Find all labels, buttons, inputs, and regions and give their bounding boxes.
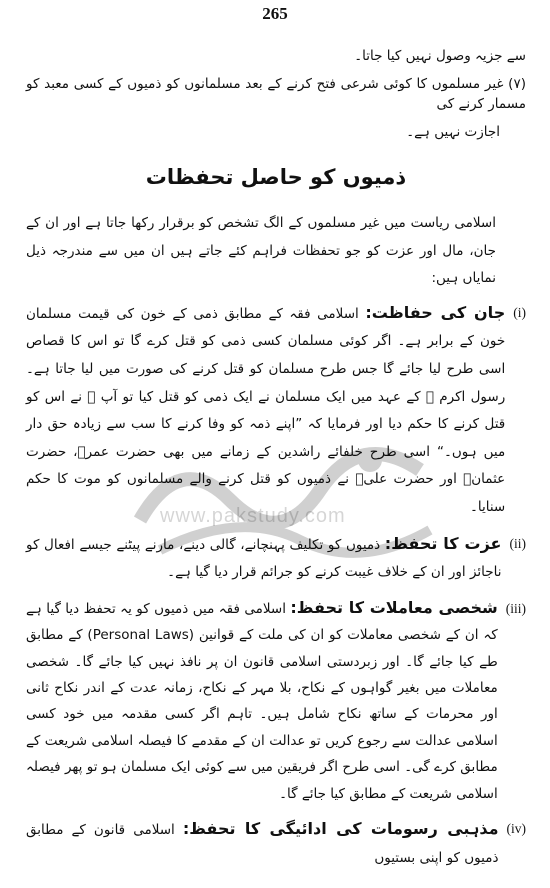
- page-body: [26, 34, 526, 872]
- item-title: جان کی حفاظت:: [365, 302, 506, 322]
- item-title: عزت کا تحفظ:: [384, 533, 502, 553]
- item-marker: (i): [513, 304, 526, 320]
- page-number: 265: [262, 4, 288, 23]
- section-heading: ذمیوں کو حاصل تحفظات: [145, 165, 407, 189]
- list-item: [26, 299, 526, 522]
- item-title: شخصی معاملات کا تحفظ:: [290, 597, 498, 617]
- item-marker: (iii): [505, 600, 526, 616]
- intro-paragraph: اسلامی ریاست میں غیر مسلموں کے الگ تشخص کو برقرار رکھا جاتا ہے اور ان کے جان، مال اور عزت کو جو تحفظات فراہم کئے جاتے ہیں ان میں سے مندرجہ ذیل نمایاں ہیں:: [26, 215, 496, 287]
- item-text: ذمیوں کو تکلیف پہنچانے، گالی دینے، مارنے پیٹنے جیسے افعال کو ناجائز اور ان کے خلاف غیبت کرنے کو جرائم قرار دیا گیا ہے۔: [26, 536, 502, 581]
- list-item: [26, 530, 526, 587]
- list-item: [26, 595, 526, 807]
- text-line: اجازت نہیں ہے۔: [406, 124, 500, 140]
- item-title: مذہبی رسومات کی ادائیگی کا تحفظ:: [182, 818, 499, 838]
- list-item: [26, 815, 526, 872]
- item-paragraph: [26, 595, 498, 807]
- watermark-text: www.pakstudy.com: [160, 505, 346, 527]
- item-paragraph: [26, 299, 505, 522]
- item-marker: (iv): [506, 820, 526, 836]
- item-paragraph: [26, 530, 501, 587]
- item-text: اسلامی قانون کے مطابق ذمیوں کو اپنی بستیوں: [26, 821, 499, 866]
- item-marker: (ii): [509, 535, 526, 551]
- item-text: اسلامی فقہ میں ذمیوں کو یہ تحفظ دیا گیا ہے کہ ان کے شخصی معاملات کو ان کی ملت کے قوانین (Personal Laws) کے مطابق طے کیا جائے گا۔ اور زبردستی اسلامی قانون ان پر نافذ نہیں کیا جائے گا۔ شخصی معاملات میں بغیر گواہوں کے نکاح، بلا مہر کے نکاح، زمانہ عدت کے اندر نکاح ثانی اور محرمات کے ساتھ نکاح شامل ہیں۔ تاہم اگر کسی مقدمہ میں خود کسی اسلامی عدالت سے رجوع کریں تو عدالت ان کے مقدمے کا فیصلہ اسلامی شریعت کے مطابق کرے گی۔ اسی طرح اگر فریقین میں سے کوئی ایک مسلمان ہو تو پھر فیصلہ اسلامی شریعت کے مطابق کیا جائے گا۔: [26, 600, 498, 802]
- item-paragraph: [26, 815, 498, 872]
- item-text: اسلامی فقہ کے مطابق ذمی کے خون کی قیمت مسلمان خون کے برابر ہے۔ اگر کوئی مسلمان کسی ذمی کو قتل کرے گا تو اس کا قصاص اسی طرح لیا جائے گا جس طرح مسلمان کو قتل کرنے کی صورت میں لیا جاتا ہے۔ رسول اکرم ﷺ کے عہد میں ایک مسلمان نے ایک ذمی کو قتل کیا تو آپ ﷺ نے اس کو قتل کرنے کا حکم دیا اور فرمایا کہ ”اپنے ذمہ کو وفا کرنے کا سب سے زیادہ حق دار میں ہوں۔“ اسی طرح خلفائے راشدین کے زمانے میں بھی حضرت عمرؓ، حضرت عثمانؓ اور حضرت علیؓ نے ذمیوں کو قتل کرنے والے مسلمانوں کو موت کا حکم سنایا۔: [26, 305, 506, 515]
- text-line: (۷) غیر مسلموں کا کوئی شرعی فتح کرنے کے بعد مسلمانوں کو ذمیوں کے کسی معبد کو مسمار کرنے کی: [26, 76, 526, 112]
- text-line: سے جزیہ وصول نہیں کیا جاتا۔: [354, 48, 526, 64]
